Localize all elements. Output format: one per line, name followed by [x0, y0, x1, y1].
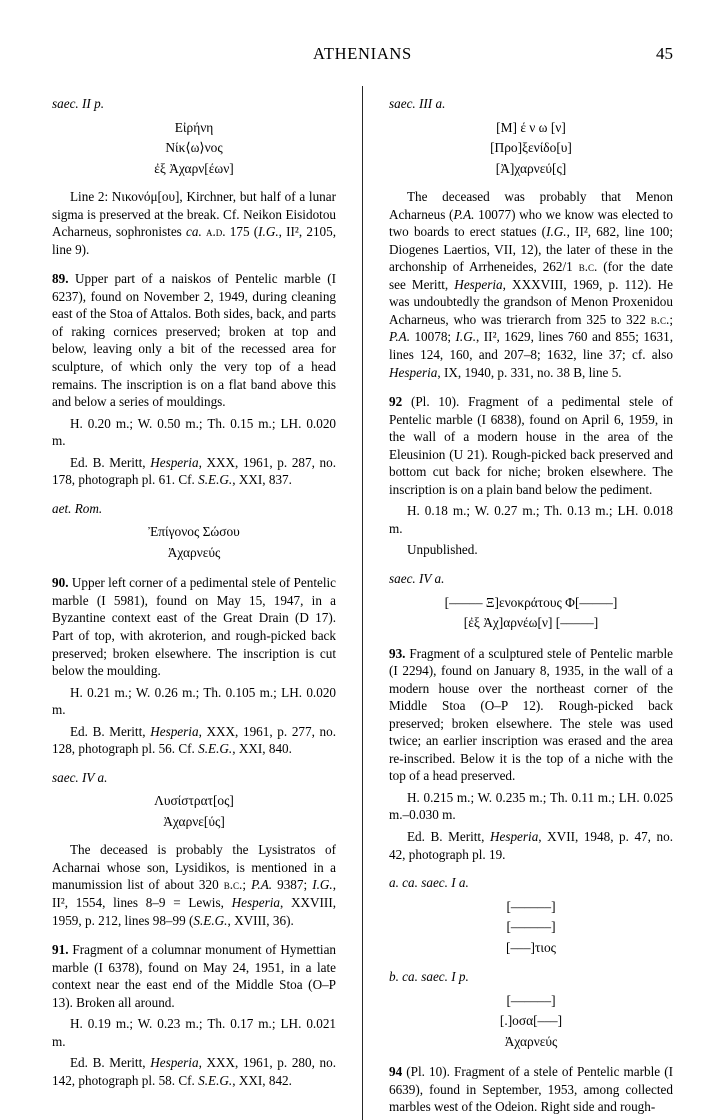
bibliography-line	[52, 454, 336, 489]
inscription-line: [.]οσα[–––]	[499, 1013, 563, 1029]
column-divider	[362, 86, 363, 1120]
commentary-text-9: , IX, 1940, p. 331, no. 38 B, line 5.	[437, 364, 622, 380]
entry-number: 91.	[52, 942, 69, 958]
journal-title: Hesperia	[231, 895, 280, 910]
commentary-text-5: , XXXVIII, 1969, p. 112). He was undoubtedly the grandson of Menon Proxenidou Acharneus, who was trierarch from 325 to 322	[388, 276, 673, 327]
entry-text: Fragment of a columnar monument of Hymettian marble (I 6378), found on May 24, 1951, in a late context near the east end of the Middle Stoa (O–P 13). Broken all around.	[52, 942, 337, 1010]
seg-ref: S.E.G.	[198, 472, 233, 488]
journal-title: Hesperia	[489, 829, 539, 844]
ig-ref: I.G.	[455, 329, 477, 345]
era-abbrev: a.d.	[205, 224, 226, 240]
entry-text: Fragment of a pedimental stele of Pentelic marble (I 6838), found on April 6, 1959, in the wall of a modern house in the area of the Eleusinion (U 21). Rough-picked back preserved and bottom cut back for niche; broken elsewhere. The inscription is on a plain band below the pediment.	[388, 394, 674, 497]
commentary-text-4: , II², 2105, line 9).	[52, 224, 337, 257]
measurements-line: H. 0.18 m.; W. 0.27 m.; Th. 0.13 m.; LH. 0.018 m.	[388, 503, 673, 536]
inscription-line: [––––––]	[506, 898, 556, 914]
measurements-line: H. 0.20 m.; W. 0.50 m.; Th. 0.15 m.; LH. 0.020 m.	[52, 415, 337, 449]
pa-ref: P.A.	[453, 206, 475, 222]
era-abbrev: b.c.	[223, 877, 243, 893]
entry-text: Fragment of a sculptured stele of Pentelic marble (I 2294), found on January 8, 1935, in the wall of a modern house over the northeast corner of the Middle Stoa (O–P 12). Rough-picked back preserved; broken elsewhere. The stele was used twice; an earlier inscription was erased and the area re-inscribed. Below it is the top of a niche with the top of a head preserved.	[388, 645, 673, 784]
bib-text-2: , XXX, 1961, p. 287, no. 178, photograph pl. 61. Cf.	[52, 454, 337, 488]
journal-title: Hesperia	[454, 276, 503, 292]
journal-title: Hesperia	[150, 723, 199, 739]
journal-title: Hesperia	[150, 454, 199, 470]
commentary-text-1: Line 2: Νικονόμ[ου], Kirchner, but half of a lunar sigma is preserved at the break. Cf. Neikon Eisidotou Acharneus, sophronistes	[52, 189, 337, 240]
bib-text-3: , XXI, 842.	[232, 1072, 292, 1088]
right-column	[389, 84, 673, 1120]
running-head: ATHENIANS	[313, 44, 412, 63]
commentary-text-2: ;	[242, 877, 252, 893]
inscription-line: Ἀχαρνεύς	[167, 544, 221, 560]
ig-ref: I.G.	[546, 224, 567, 240]
entry-number: 90.	[52, 575, 69, 591]
inscription-line: [ἐξ Ἀχ]αρνέω[ν] [–––––]	[463, 615, 599, 631]
entry-number: 89.	[52, 271, 69, 287]
commentary-text-1: The deceased was probably that Menon Acharneus (	[388, 189, 673, 222]
commentary-text-4: , II², 1554, lines 8–9 = Lewis,	[52, 877, 337, 910]
measurements-line: H. 0.215 m.; W. 0.235 m.; Th. 0.11 m.; LH. 0.025 m.–0.030 m.	[388, 789, 673, 823]
left-column	[52, 84, 336, 1093]
entry-text: Fragment of a stele of Pentelic marble (I 6639), found in September, 1953, among collected marbles west of the Odeion. Right side and rough-	[388, 1064, 674, 1115]
inscription-line: Λυσίστρατ[ος]	[154, 793, 234, 809]
commentary-text-3: 9387;	[272, 877, 313, 893]
inscription-text	[52, 523, 336, 562]
era-abbrev: b.c.	[578, 259, 598, 275]
inscription-line: [Προ]ξενίδο[υ]	[490, 140, 572, 156]
date-heading: aet. Rom.	[52, 500, 103, 516]
inscription-line: Ἀχαρνεύς	[504, 1033, 558, 1049]
inscription-text	[389, 594, 673, 633]
commentary-text-6: ;	[669, 311, 673, 327]
entry-text: Upper left corner of a pedimental stele of Pentelic marble (I 5981), found on May 15, 1947, in a Byzantine context east of the Great Drain (D 17). Part of top, with akroterion, and rough-picked back preserved; broken elsewhere. The inscription is cut below the moulding.	[52, 575, 337, 679]
commentary-text-6: , XVIII, 36).	[227, 912, 294, 928]
entry-number: 92	[388, 394, 403, 410]
inscription-line: [Μ] έ ν ω [ν]	[496, 119, 566, 135]
column-layout	[52, 84, 673, 1120]
measurements-line: H. 0.19 m.; W. 0.23 m.; Th. 0.17 m.; LH. 0.021 m.	[52, 1016, 337, 1049]
bib-text-2: , XVII, 1948, p. 47, no. 42, photograph pl. 19.	[388, 829, 673, 862]
catalog-entry-94	[389, 1063, 673, 1116]
seg-ref: S.E.G.	[198, 1072, 233, 1088]
date-heading: saec. IV a.	[52, 769, 108, 785]
era-abbrev: b.c.	[650, 311, 670, 327]
pa-ref: P.A.	[388, 329, 410, 345]
inscription-text	[52, 119, 336, 179]
journal-title: Hesperia	[150, 1055, 199, 1071]
inscription-line: Εἰρήνη	[174, 119, 214, 135]
bib-text-1: Ed. B. Meritt,	[70, 723, 151, 739]
ca-abbrev: ca.	[186, 224, 202, 240]
bibliography-line	[52, 1054, 336, 1089]
plate-ref: (Pl. 10).	[406, 1064, 450, 1080]
inscription-line: [–––]τιος	[505, 939, 556, 955]
journal-title: Hesperia	[388, 364, 438, 380]
bibliography-line	[389, 828, 673, 863]
commentary-text-8: , II², 1629, lines 760 and 855; 1631, lines 124, 160, and 207–8; 1632, line 37; cf. also	[388, 329, 673, 362]
publication-status: Unpublished.	[406, 542, 478, 558]
commentary-text-3: 175 (	[225, 224, 259, 240]
bib-text-1: Ed. B. Meritt,	[406, 829, 490, 844]
date-heading-a: a. ca. saec. I a.	[388, 875, 469, 891]
pa-ref: P.A.	[251, 877, 273, 893]
inscription-line: ἐξ Ἀχαρν[έων]	[154, 160, 234, 176]
inscription-text-b	[389, 992, 673, 1052]
commentary-text-2: 10077) who we know was elected to two boards to erect statues (	[388, 206, 673, 240]
inscription-line: [––––– Ξ]ενοκράτους Φ[–––––]	[444, 594, 618, 610]
commentary-text-5: , XXVIII, 1959, p. 212, lines 98–99 (	[52, 895, 337, 928]
commentary-paragraph	[52, 188, 336, 258]
bibliography-line	[52, 723, 336, 758]
ig-ref: I.G.	[258, 224, 279, 240]
inscription-line: [––––––]	[506, 919, 556, 935]
page-header	[52, 44, 673, 78]
commentary-paragraph	[52, 841, 336, 929]
inscription-text	[52, 792, 336, 831]
catalog-entry-91	[52, 941, 336, 1011]
bib-text-3: , XXI, 840.	[232, 741, 292, 757]
commentary-text-7: 10078;	[410, 329, 456, 345]
bib-text-2: , XXX, 1961, p. 280, no. 142, photograph pl. 58. Cf.	[52, 1055, 337, 1088]
seg-ref: S.E.G.	[193, 912, 228, 928]
bib-text-1: Ed. B. Meritt,	[70, 1055, 151, 1071]
date-heading: saec. II p.	[52, 96, 104, 111]
commentary-paragraph	[389, 188, 673, 381]
seg-ref: S.E.G.	[198, 741, 233, 757]
catalog-entry-93	[389, 645, 673, 785]
entry-number: 93.	[388, 645, 406, 661]
date-heading-b: b. ca. saec. I p.	[388, 969, 469, 985]
inscription-line: [Ἀ]χαρνεύ[ς]	[495, 160, 567, 176]
inscription-text-a	[389, 898, 673, 958]
date-heading: saec. IV a.	[388, 570, 445, 586]
catalog-entry-89	[52, 270, 336, 410]
inscription-line: [––––––]	[506, 992, 556, 1008]
bib-text-1: Ed. B. Meritt,	[70, 454, 151, 470]
inscription-text	[389, 119, 673, 179]
entry-number: 94	[388, 1064, 403, 1080]
catalog-entry-92	[389, 393, 673, 498]
bib-text-2: , XXX, 1961, p. 277, no. 128, photograph pl. 56. Cf.	[52, 723, 337, 757]
commentary-text-1: The deceased is probably the Lysistratos of Acharnai whose son, Lysidikos, is mentioned in a manumission list of about 320	[52, 842, 337, 893]
inscription-line: Ἐπίγονος Σώσου	[148, 524, 240, 540]
ig-ref: I.G.	[312, 877, 333, 893]
commentary-text-4: (for the date see Meritt,	[388, 259, 673, 292]
commentary-text-3: , II², 682, line 100; Diogenes Laertios, VII, 12), the later of these in the archonship of Arrheneides, 262/1	[388, 224, 673, 275]
bib-text-3: , XXI, 837.	[232, 472, 292, 488]
date-heading: saec. III a.	[388, 96, 446, 111]
page-number: 45	[656, 44, 673, 63]
inscription-line: Ἀχαρνε[ύς]	[163, 813, 225, 829]
measurements-line: H. 0.21 m.; W. 0.26 m.; Th. 0.105 m.; LH. 0.020 m.	[52, 684, 337, 718]
inscription-line: Νίκ⟨ω⟩νος	[165, 140, 223, 156]
catalog-entry-90	[52, 574, 336, 679]
entry-text: Upper part of a naiskos of Pentelic marble (I 6237), found on November 2, 1949, during cleaning east of the Stoa of Attalos. Both sides, back, and parts of raking cornices preserved; broken at top and below, leaving only a bit of the recessed area for sculpture, of which only the very top of a head remains. The inscription is on a flat band above this and below a series of mouldings.	[52, 271, 337, 410]
plate-ref: (Pl. 10).	[410, 394, 460, 410]
